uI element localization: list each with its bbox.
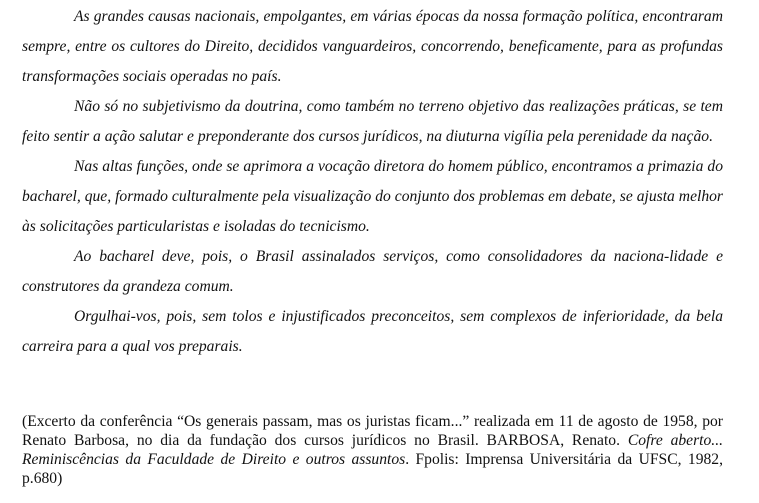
citation-part-1: (Excerto da conferência “Os generais passam, mas os juristas ficam...” realizada em 11 de agosto de 1958, por Renato Barbosa, no dia da fundação dos cursos jurídicos no Brasil. BARBOSA, Renato. [22,413,723,449]
citation [22,412,723,488]
paragraph-5: Orgulhai-vos, pois, sem tolos e injustificados preconceitos, sem complexos de inferioridade, da bela carreira para a qual vos preparais. [22,308,723,355]
citation-part-2: . Fpolis: Imprensa Universitária da UFSC, 1982, p.680) [22,451,723,487]
paragraph-3: Nas altas funções, onde se aprimora a vocação diretora do homem público, encontramos a primazia do bacharel, que, formado culturalmente pela visualização do conjunto dos problemas em debate, se ajusta melhor às solicitações particularistas e isoladas do tecnicismo. [22,158,723,235]
paragraph-4: Ao bacharel deve, pois, o Brasil assinalados serviços, como consolidadores da naciona-lidade e construtores da grandeza comum. [22,248,723,295]
paragraph-2: Não só no subjetivismo da doutrina, como também no terreno objetivo das realizações práticas, se tem feito sentir a ação salutar e preponderante dos cursos jurídicos, na diuturna vigília pela perenidade da nação. [22,98,723,145]
paragraph-1: As grandes causas nacionais, empolgantes, em várias épocas da nossa formação política, encontraram sempre, entre os cultores do Direito, decididos vanguardeiros, concorrendo, beneficamente, para as profundas transformações sociais operadas no país. [22,8,723,85]
citation-book-title: Cofre aberto... Reminiscências da Faculdade de Direito e outros assuntos [22,432,724,468]
excerpt-body [22,2,723,362]
